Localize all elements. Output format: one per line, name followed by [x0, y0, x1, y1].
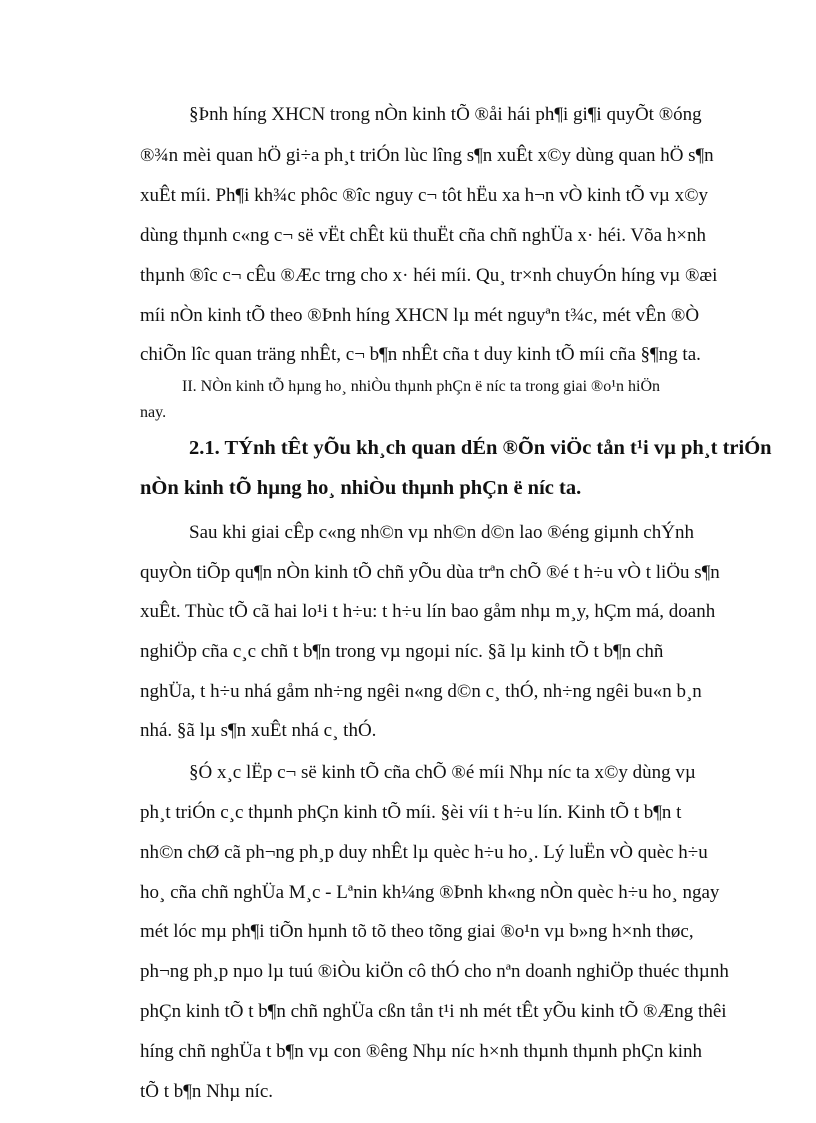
paragraph-3-line-6: ph¬ng ph¸p nµo lµ tuú ®iÒu kiÖn cô thÓ cho nªn doanh nghiÖp thuéc thµnh [140, 961, 729, 982]
paragraph-1-line-6: míi nÒn kinh tÕ theo ®Þnh híng XHCN lµ mét nguyªn t¾c, mét vÊn ®Ò [140, 305, 700, 326]
paragraph-2-line-3: xuÊt. Thùc tÕ cã hai lo¹i t h÷u: t h÷u lín bao gåm nhµ m¸y, hÇm má, doanh [140, 601, 716, 622]
paragraph-3-line-4: ho¸ cña chñ nghÜa M¸c - Lªnin kh¼ng ®Þnh kh«ng nÒn quèc h÷u ho¸ ngay [140, 882, 720, 903]
paragraph-1-line-5: thµnh ®îc c¬ cÊu ®Æc trng cho x· héi míi. Qu¸ tr×nh chuyÓn híng vµ ®æi [140, 265, 718, 286]
paragraph-3-line-3: nh©n chØ cã ph¬ng ph¸p duy nhÊt lµ quèc h÷u ho¸. Lý luËn vÒ quèc h÷u [140, 842, 708, 863]
paragraph-3-line-2: ph¸t triÓn c¸c thµnh phÇn kinh tÕ míi. §èi víi t h÷u lín. Kinh tÕ t b¶n t [140, 802, 682, 823]
paragraph-3-line-5: mét lóc mµ ph¶i tiÕn hµnh tõ tõ theo tõng giai ®o¹n vµ b»ng h×nh thøc, [140, 921, 694, 942]
paragraph-2-line-6: nhá. §ã lµ s¶n xuÊt nhá c¸ thÓ. [140, 720, 377, 741]
paragraph-3-line-8: híng chñ nghÜa t b¶n vµ con ®êng Nhµ níc h×nh thµnh thµnh phÇn kinh [140, 1041, 703, 1062]
paragraph-3-line-9: tÕ t b¶n Nhµ níc. [140, 1081, 274, 1102]
paragraph-3-line-7: phÇn kinh tÕ t b¶n chñ nghÜa cßn tån t¹i nh mét tÊt yÕu kinh tÕ ®Æng thêi [140, 1001, 727, 1022]
paragraph-2-line-5: nghÜa, t h÷u nhá gåm nh÷ng ngêi n«ng d©n c¸ thÓ, nh÷ng ngêi bu«n b¸n [140, 681, 702, 702]
section-heading-line-2: nay. [140, 404, 167, 421]
paragraph-3-line-1: §Ó x¸c lËp c¬ së kinh tÕ cña chÕ ®é míi Nhµ níc ta x©y dùng vµ [189, 762, 696, 783]
subheading-line-1: 2.1. TÝnh tÊt yÕu kh¸ch quan dÉn ®Õn viÖc tån t¹i vµ ph¸t triÓn [189, 437, 772, 459]
section-heading-line-1: II. NÒn kinh tÕ hµng ho¸ nhiÒu thµnh phÇn ë níc ta trong giai ®o¹n hiÖn [182, 378, 661, 395]
paragraph-2-line-2: quyÒn tiÕp qu¶n nÒn kinh tÕ chñ yÕu dùa trªn chÕ ®é t h÷u vÒ t liÖu s¶n [140, 562, 720, 583]
paragraph-1-line-3: xuÊt míi. Ph¶i kh¾c phôc ®îc nguy c¬ tôt hËu xa h¬n vÒ kinh tÕ vµ x©y [140, 185, 709, 206]
paragraph-2-line-1: Sau khi giai cÊp c«ng nh©n vµ nh©n d©n lao ®éng giµnh chÝnh [189, 522, 694, 543]
paragraph-2-line-4: nghiÖp cña c¸c chñ t b¶n trong vµ ngoµi níc. §ã lµ kinh tÕ t b¶n chñ [140, 641, 664, 662]
paragraph-1-line-4: dùng thµnh c«ng c¬ së vËt chÊt kü thuËt cña chñ nghÜa x· héi. Võa h×nh [140, 225, 707, 246]
paragraph-1-line-1: §Þnh híng XHCN trong nÒn kinh tÕ ®åi hái ph¶i gi¶i quyÕt ®óng [189, 104, 702, 125]
paragraph-1-line-2: ®¾n mèi quan hÖ gi÷a ph¸t triÓn lùc lîng s¶n xuÊt x©y dùng quan hÖ s¶n [140, 145, 714, 166]
paragraph-1-line-7: chiÕn lîc quan träng nhÊt, c¬ b¶n nhÊt cña t duy kinh tÕ míi cña §¶ng ta. [140, 344, 701, 365]
subheading-line-2: nÒn kinh tÕ hµng ho¸ nhiÒu thµnh phÇn ë níc ta. [140, 477, 582, 499]
